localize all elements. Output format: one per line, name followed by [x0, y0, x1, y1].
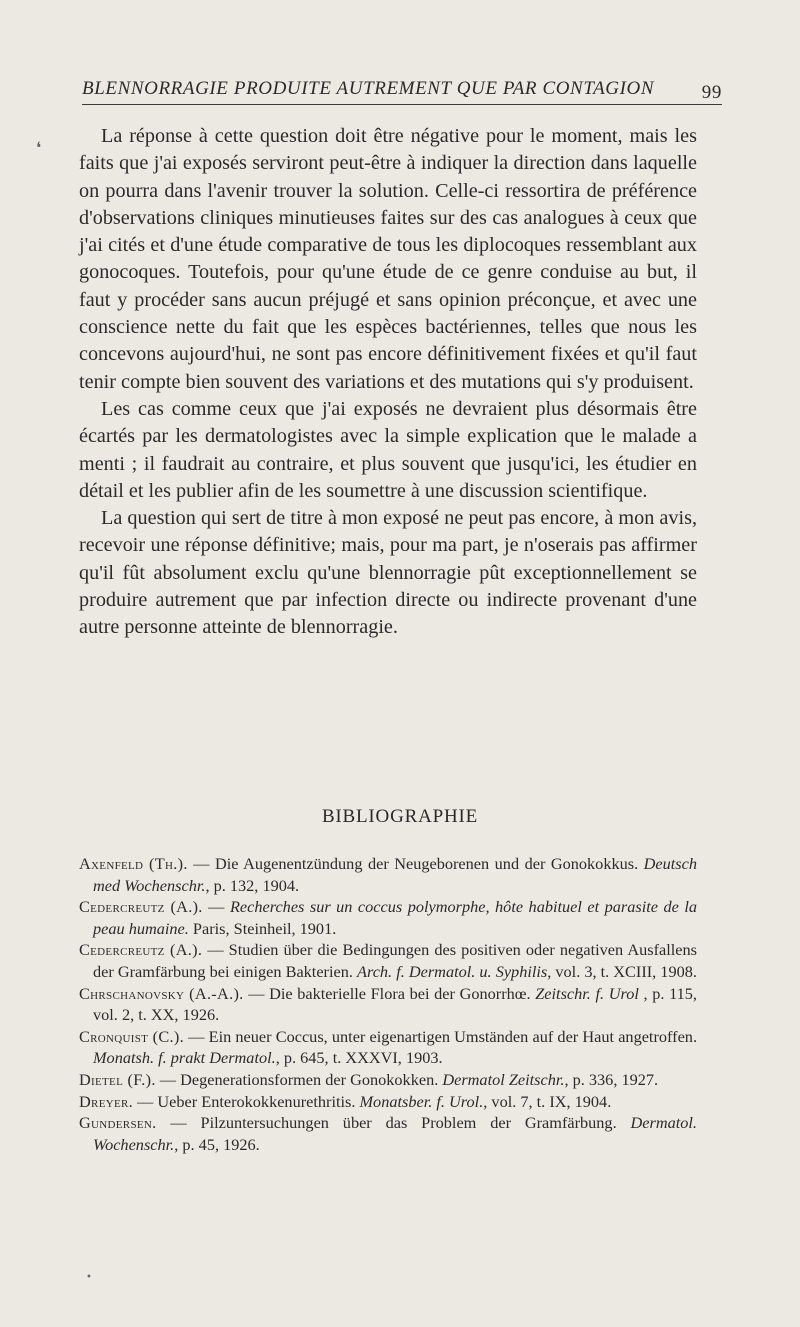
running-title: BLENNORRAGIE PRODUITE AUTREMENT QUE PAR CONTAGION [82, 78, 655, 99]
bibliography-entry: Gundersen. — Pilzuntersuchungen über das Problem der Gramfärbung. Dermatol. Wochenschr., p. 45, 1926. [79, 1113, 697, 1154]
paragraph: Les cas comme ceux que j'ai exposés ne devraient plus désormais être écartés par les dermatologistes avec la simple explication que le malade a menti ; il faudrait au contraire, et plus souvent que jusqu'ici, les étudier en détail et les publier afin de les soumettre à une discussion scientifique. [79, 397, 697, 502]
paragraph: La question qui sert de titre à mon exposé ne peut pas encore, à mon avis, recevoir une réponse définitive; mais, pour ma part, je n'oserais pas affirmer qu'il fût absolument exclu qu'une blennorragie pût exceptionnellement se produire autrement que par infection directe ou indirecte provenant d'une autre personne atteinte de blennorragie. [79, 507, 697, 639]
bibliography-entry: Cedercreutz (A.). — Studien über die Bedingungen des positiven oder negativen Ausfallens der Gramfärbung bei einigen Bakterien. Arch. f. Dermatol. u. Syphilis, vol. 3, t. XCIII, 1908. [79, 940, 697, 981]
paragraph: La réponse à cette question doit être négative pour le moment, mais les faits que j'ai exposés serviront peut-être à indiquer la direction dans laquelle on pourra dans l'avenir trouver la solution. Celle-ci ressortira de préférence d'observations cliniques minutieuses faites sur des cas analogues à ceux que j'ai cités et d'une étude comparative de tous les diplocoques ressemblant aux gonocoques. Toutefois, pour qu'une étude de ce genre conduise au but, il faut y procéder sans aucun préjugé et sans opinion préconçue, et avec une conscience nette du fait que les espèces bactériennes, telles que nous les concevons aujourd'hui, ne sont pas encore définitivement fixées et qu'il faut tenir compte bien souvent des variations et des mutations qui s'y produisent. [79, 125, 697, 393]
bibliography-entry: Cedercreutz (A.). — Recherches sur un coccus polymorphe, hôte habituel et parasite de la peau humaine. Paris, Steinheil, 1901. [79, 897, 698, 938]
bibliography-entry: Chrschanovsky (A.-A.). — Die bakterielle Flora bei der Gonorrhœ. Zeitschr. f. Urol , p. 115, vol. 2, t. XX, 1926. [79, 983, 698, 1025]
body-text [79, 123, 697, 642]
header-rule [82, 104, 722, 105]
bibliography-entry: Cronquist (C.). — Ein neuer Coccus, unter eigenartigen Umständen auf der Haut angetroffen. Monatsh. f. prakt Dermatol., p. 645, t. XXXVI, 1903. [79, 1026, 698, 1068]
print-speck: • [86, 1272, 92, 1283]
page-number: 99 [701, 82, 722, 103]
bibliography-list [79, 853, 697, 1155]
margin-mark: ❛ [36, 138, 42, 157]
bibliography-entry: Dreyer. — Ueber Enterokokkenurethritis. Monatsber. f. Urol., vol. 7, t. IX, 1904. [79, 1091, 612, 1111]
bibliography-entry: Dietel (F.). — Degenerationsformen der Gonokokken. Dermatol Zeitschr., p. 336, 1927. [79, 1069, 659, 1089]
running-header [82, 78, 722, 103]
bibliography-entry: Axenfeld (Th.). — Die Augenentzündung der Neugeborenen und der Gonokokkus. Deutsch med Wochenschr., p. 132, 1904. [79, 854, 697, 895]
section-heading: BIBLIOGRAPHIE [321, 806, 479, 827]
